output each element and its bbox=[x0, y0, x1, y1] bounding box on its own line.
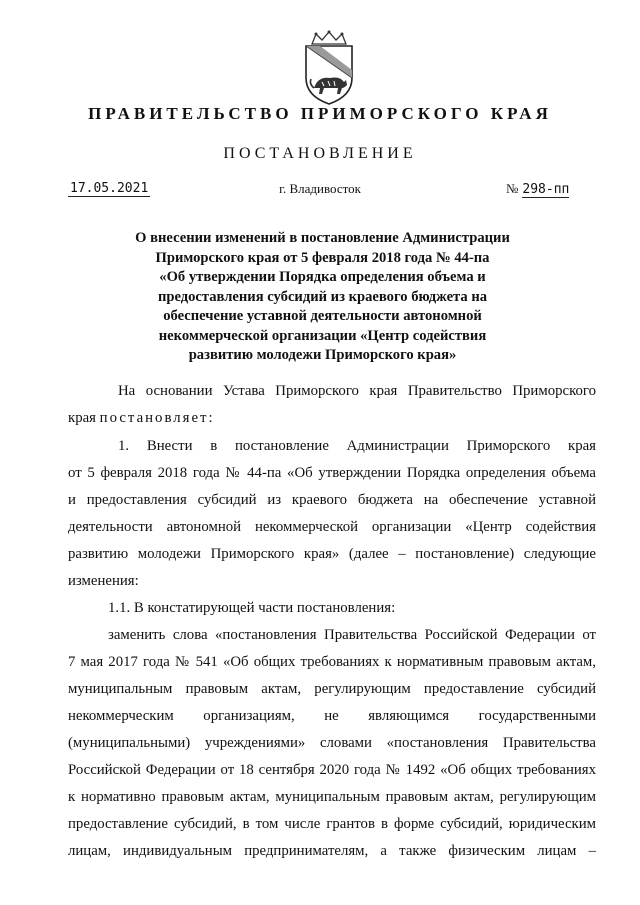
decree-keyword: постановляет: bbox=[99, 410, 215, 426]
paragraph-line: некоммерческим организациям, не являющимся государственными bbox=[68, 708, 596, 724]
paragraph-line: лицам, индивидуальным предпринимателям, а также физическим лицам – bbox=[68, 843, 596, 859]
document-type: ПОСТАНОВЛЕНИЕ bbox=[223, 145, 417, 162]
heading-line: предоставления субсидий из краевого бюджета на bbox=[157, 288, 488, 305]
subparagraph-line: 1.1. В констатирующей части постановления: bbox=[108, 600, 396, 616]
document-heading bbox=[100, 229, 545, 366]
intro-line bbox=[68, 409, 596, 427]
heading-line: развитию молодежи Приморского края» bbox=[188, 347, 457, 363]
coat-of-arms-icon bbox=[300, 30, 358, 106]
paragraph-line: деятельности автономной некоммерческой организации «Центр содействия bbox=[68, 519, 596, 535]
paragraph-line: Российской Федерации от 18 сентября 2020 года № 1492 «Об общих требованиях bbox=[68, 762, 596, 778]
heading-line: обеспечение уставной деятельности автономной bbox=[163, 308, 482, 324]
paragraph-line: развитию молодежи Приморского края» (далее – постановление) следующие bbox=[68, 546, 596, 562]
government-title: ПРАВИТЕЛЬСТВО ПРИМОРСКОГО КРАЯ bbox=[88, 104, 552, 123]
paragraph-line: и предоставления субсидий из краевого бюджета на обеспечение уставной bbox=[68, 492, 596, 508]
intro-line: На основании Устава Приморского края Правительство Приморского bbox=[118, 383, 596, 399]
paragraph-line: заменить слова «постановления Правительства Российской Федерации от bbox=[108, 627, 596, 643]
paragraph-line: предоставление субсидий, в том числе грантов в форме субсидий, юридическим bbox=[68, 816, 596, 832]
document-city: г. Владивосток bbox=[279, 181, 361, 196]
paragraph-line: от 5 февраля 2018 года № 44-па «Об утверждении Порядка определения объема bbox=[68, 465, 596, 481]
paragraph-line: 7 мая 2017 года № 541 «Об общих требованиях к нормативным правовым актам, bbox=[68, 654, 596, 670]
paragraph-line: муниципальным правовым актам, регулирующим предоставление субсидий bbox=[68, 681, 596, 697]
paragraph-line: к нормативно правовым актам, муниципальным правовым актам, регулирующим bbox=[68, 789, 596, 805]
heading-line: О внесении изменений в постановление Администрации bbox=[135, 230, 510, 246]
number-value: 298-пп bbox=[522, 182, 570, 197]
paragraph-line: изменения: bbox=[68, 573, 139, 589]
heading-line: Приморского края от 5 февраля 2018 года № 44-па bbox=[155, 249, 490, 266]
number-prefix: № bbox=[506, 181, 519, 196]
paragraph-line: (муниципальными) учреждениями» словами «постановления Правительства bbox=[68, 735, 596, 751]
document-date: 17.05.2021 bbox=[70, 181, 149, 196]
heading-line: некоммерческой организации «Центр содействия bbox=[158, 327, 487, 344]
heading-line: «Об утверждении Порядка определения объема и bbox=[159, 269, 486, 285]
intro-prefix: края bbox=[68, 410, 100, 426]
paragraph-line: 1. Внести в постановление Администрации Приморского края bbox=[118, 438, 596, 454]
document-number bbox=[506, 181, 569, 197]
